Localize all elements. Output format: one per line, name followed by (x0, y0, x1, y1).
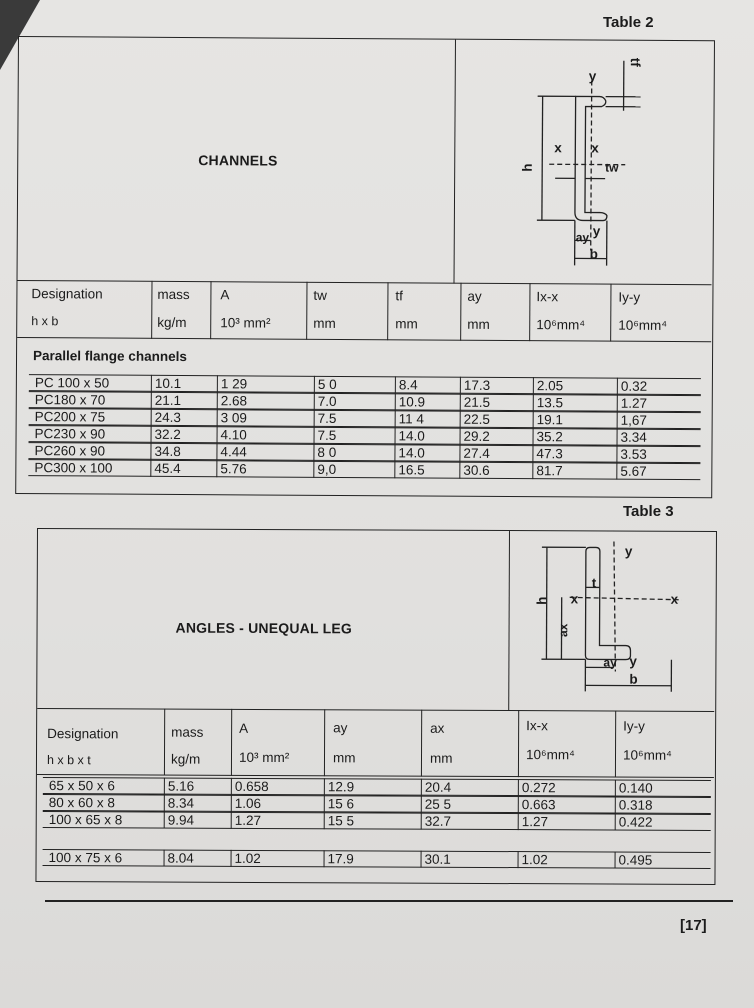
t3-diagram-b: b (629, 671, 638, 687)
t3-header-area: A (239, 720, 249, 736)
column-separator (150, 460, 151, 477)
table-cell: 30.1 (424, 851, 451, 867)
table-cell: 5.67 (620, 463, 647, 479)
t2-header-designation: Designation (31, 286, 103, 302)
column-separator (324, 812, 325, 829)
column-separator (217, 409, 218, 426)
table-cell: 27.4 (463, 445, 490, 461)
t3-header-ax-unit: mm (429, 750, 453, 766)
column-separator (217, 426, 218, 443)
column-separator (533, 394, 534, 411)
table-cell: PC230 x 90 (34, 426, 106, 442)
column-separator (421, 796, 422, 813)
table-cell: 11 4 (398, 411, 424, 427)
table-cell: 9.94 (167, 812, 195, 828)
table-cell: PC260 x 90 (34, 443, 106, 459)
page-number: [17] (680, 917, 707, 934)
column-separator (231, 795, 232, 812)
t3-header-ay: ay (333, 720, 348, 736)
table-cell: 4.44 (220, 444, 247, 460)
table-cell: 13.5 (536, 395, 564, 411)
t2-hcol-sep (151, 281, 153, 339)
column-separator (394, 461, 395, 478)
table-cell: 0.318 (618, 797, 653, 813)
table-cell: 2.68 (220, 393, 248, 409)
column-separator (314, 393, 315, 410)
t2-header-tf: tf (395, 288, 403, 304)
column-separator (314, 376, 315, 393)
table-cell: 14.0 (398, 445, 425, 461)
table3-caption: Table 3 (623, 503, 674, 520)
channel-section-diagram (455, 40, 713, 285)
table-cell: PC200 x 75 (34, 409, 106, 425)
table-cell: 3.34 (620, 429, 647, 445)
t2-header-tf-unit: mm (395, 316, 418, 332)
table2-frame (15, 36, 715, 498)
table-cell: 8 0 (317, 444, 337, 460)
t3-hcol-sep (615, 711, 617, 778)
t2-header-ay: ay (467, 288, 482, 304)
column-separator (532, 445, 533, 462)
table-cell: 3 09 (220, 410, 247, 426)
t3-header-ax: ax (430, 720, 445, 736)
column-separator (314, 410, 315, 427)
column-separator (395, 427, 396, 444)
column-separator (313, 461, 314, 478)
column-separator (217, 392, 218, 409)
table-cell: 15 6 (327, 796, 355, 812)
t3-diagram-ax: ax (556, 623, 571, 638)
table-cell: 21.1 (154, 392, 182, 409)
table-row (43, 811, 711, 831)
table-cell: 1.06 (234, 795, 262, 811)
table-cell: 7.0 (317, 393, 337, 409)
t3-diagram-h: h (534, 596, 550, 605)
t3-header-designation: Designation (47, 726, 119, 742)
table-cell: 5 0 (317, 376, 337, 392)
column-separator (394, 444, 395, 461)
t2-hcol-sep (306, 282, 308, 340)
t3-diagram-x-left: x (570, 591, 579, 607)
table-cell: 0.663 (521, 797, 556, 813)
t3-hcol-sep (421, 710, 423, 777)
t2-section-label: Parallel flange channels (33, 348, 187, 365)
table-cell: 8.04 (167, 850, 194, 866)
column-separator (421, 779, 422, 796)
t2-header-ixx-unit: 10⁶mm⁴ (536, 317, 586, 333)
t2-hcol-sep (529, 283, 531, 341)
t2-diagram-y-bottom: y (592, 223, 601, 239)
t2-diagram-x-right: x (591, 140, 599, 156)
table-cell: 81.7 (536, 463, 563, 479)
t2-header-designation-unit: h x b (31, 314, 59, 329)
table-cell: 1,67 (620, 412, 647, 428)
column-separator (313, 444, 314, 461)
table-cell: 1.02 (521, 852, 548, 868)
column-separator (231, 850, 232, 867)
t2-diagram-ay: ay (575, 230, 590, 245)
column-separator (616, 463, 617, 480)
t2-diagram-b: b (589, 246, 598, 262)
t2-header-mass: mass (157, 286, 190, 303)
column-separator (164, 778, 165, 795)
column-separator (231, 812, 232, 829)
table-cell: 14.0 (398, 428, 425, 444)
table-cell: 32.2 (154, 426, 181, 443)
column-separator (533, 377, 534, 394)
table-cell: 17.3 (463, 377, 491, 393)
table-cell: 9,0 (317, 461, 337, 477)
footer-rule (45, 900, 733, 902)
table-cell: 20.4 (424, 779, 452, 795)
table-cell: 21.5 (463, 394, 491, 410)
t2-hcol-sep (210, 281, 212, 339)
column-separator (616, 446, 617, 463)
table-cell: 3.53 (620, 446, 647, 462)
table2-title: CHANNELS (198, 152, 278, 169)
t3-hcol-sep (518, 710, 520, 777)
column-separator (518, 779, 519, 796)
column-separator (151, 375, 152, 392)
table-cell: 7.5 (317, 427, 337, 443)
column-separator (151, 426, 152, 443)
t3-diagram-x-right: x (670, 591, 679, 607)
table-cell: 0.140 (618, 780, 653, 796)
column-separator (518, 851, 519, 868)
column-separator (615, 797, 616, 814)
column-separator (518, 813, 519, 830)
t3-header-ixx: Ix-x (526, 718, 548, 734)
t3-header-ixx-unit: 10⁶mm⁴ (525, 747, 575, 763)
t2-diagram-tf: tf (627, 57, 643, 67)
table-cell: 0.422 (618, 814, 653, 830)
table-cell: 5.16 (167, 778, 195, 794)
column-separator (164, 812, 165, 829)
table-cell: 16.5 (398, 462, 425, 478)
t2-hcol-sep (610, 284, 612, 342)
column-separator (533, 428, 534, 445)
t3-diagram-y-bottom: y (629, 653, 637, 669)
table-row (43, 849, 711, 869)
table-cell: 1.27 (521, 814, 549, 830)
t2-hcol-sep (460, 283, 462, 341)
table-cell: 17.9 (327, 851, 354, 867)
angle-section-diagram (509, 531, 715, 711)
t2-header-iyy: Iy-y (618, 289, 641, 305)
column-separator (164, 795, 165, 812)
column-separator (615, 814, 616, 831)
column-separator (314, 427, 315, 444)
table-cell: 12.9 (327, 779, 355, 795)
column-separator (395, 376, 396, 393)
column-separator (421, 851, 422, 868)
table-cell: 1.27 (620, 395, 648, 411)
table-cell: 7.5 (317, 410, 337, 426)
table-cell: 100 x 65 x 8 (48, 812, 123, 828)
table-cell: PC180 x 70 (34, 392, 106, 408)
column-separator (615, 852, 616, 869)
table-cell: 15 5 (327, 813, 355, 829)
t2-header-area-unit: 10³ mm² (220, 315, 271, 331)
table-cell: PC 100 x 50 (34, 375, 110, 391)
column-separator (164, 850, 165, 867)
column-separator (151, 392, 152, 409)
table-cell: 0.32 (620, 378, 648, 394)
column-separator (460, 428, 461, 445)
t2-header-ixx: Ix-x (536, 289, 559, 305)
t3-header-area-unit: 10³ mm² (238, 749, 290, 766)
table-cell: 0.658 (234, 778, 269, 795)
table-cell: PC300 x 100 (34, 460, 113, 476)
table-cell: 30.6 (463, 462, 490, 478)
table-cell: 29.2 (463, 428, 490, 444)
column-separator (395, 410, 396, 427)
column-separator (617, 378, 618, 395)
table-cell: 1.02 (234, 850, 261, 866)
t2-diagram-y-top: y (588, 68, 597, 84)
table-cell: 0.272 (521, 780, 556, 796)
table-cell: 19.1 (536, 412, 563, 428)
column-separator (460, 411, 461, 428)
t2-hcol-sep (387, 282, 389, 340)
table-cell: 24.3 (154, 409, 181, 426)
t3-header-iyy-unit: 10⁶mm⁴ (622, 747, 672, 763)
column-separator (324, 850, 325, 867)
table-cell: 10.1 (154, 375, 182, 392)
table-cell: 8.4 (398, 377, 418, 393)
table-cell: 100 x 75 x 6 (48, 850, 123, 866)
column-separator (518, 796, 519, 813)
table2-header-bottom-rule (17, 337, 711, 343)
table-cell: 32.7 (424, 813, 452, 829)
t2-header-area: A (220, 287, 230, 303)
column-separator (216, 443, 217, 460)
table-cell: 47.3 (536, 446, 563, 462)
t3-header-iyy: Iy-y (623, 718, 645, 734)
t3-header-mass-unit: kg/m (170, 751, 201, 767)
t2-header-ay-unit: mm (467, 316, 490, 332)
table-cell: 80 x 60 x 8 (48, 795, 115, 811)
t2-diagram-h: h (519, 163, 535, 172)
table-cell: 34.8 (154, 443, 181, 460)
column-separator (533, 411, 534, 428)
table-cell: 1 29 (220, 376, 248, 392)
table-cell: 10.9 (398, 394, 426, 410)
column-separator (617, 395, 618, 412)
table-cell: 2.05 (536, 378, 564, 394)
table-cell: 8.34 (167, 795, 195, 811)
column-separator (395, 393, 396, 410)
column-separator (231, 778, 232, 795)
t3-diagram-ay: ay (603, 655, 617, 670)
column-separator (460, 377, 461, 394)
column-separator (615, 780, 616, 797)
table-row (28, 459, 700, 480)
table-cell: 22.5 (463, 411, 490, 427)
t3-hcol-sep (231, 709, 233, 776)
table-cell: 35.2 (536, 429, 563, 445)
t3-hcol-sep (164, 709, 166, 776)
t3-diagram-y-top: y (624, 543, 633, 559)
column-separator (217, 375, 218, 392)
t2-diagram-x-left: x (554, 140, 562, 156)
table-cell: 25 5 (424, 796, 452, 812)
t3-header-ay-unit: mm (332, 750, 356, 766)
table-cell: 0.495 (618, 852, 653, 868)
column-separator (324, 778, 325, 795)
column-separator (324, 795, 325, 812)
column-separator (459, 462, 460, 479)
table3-frame (35, 528, 717, 885)
column-separator (150, 443, 151, 460)
t3-header-mass: mass (171, 724, 204, 740)
column-separator (459, 445, 460, 462)
table-cell: 65 x 50 x 6 (48, 778, 115, 794)
table-cell: 5.76 (220, 461, 247, 477)
t2-header-iyy-unit: 10⁶mm⁴ (618, 317, 668, 333)
column-separator (617, 429, 618, 446)
t2-header-mass-unit: kg/m (157, 314, 187, 331)
t2-header-tw: tw (313, 287, 327, 303)
table3-title: ANGLES - UNEQUAL LEG (175, 619, 353, 637)
table-cell: 4.10 (220, 427, 247, 443)
t3-header-designation-unit: h x b x t (46, 753, 91, 768)
column-separator (460, 394, 461, 411)
t3-hcol-sep (324, 709, 326, 776)
table-cell: 45.4 (154, 460, 181, 477)
t2-header-tw-unit: mm (313, 315, 336, 331)
column-separator (421, 813, 422, 830)
column-separator (216, 460, 217, 477)
column-separator (532, 462, 533, 479)
t3-diagram-t: t (591, 575, 597, 591)
table-cell: 1.27 (234, 812, 262, 828)
t2-diagram-tw: tw (605, 160, 619, 175)
column-separator (151, 409, 152, 426)
column-separator (617, 412, 618, 429)
table2-caption: Table 2 (603, 14, 654, 31)
